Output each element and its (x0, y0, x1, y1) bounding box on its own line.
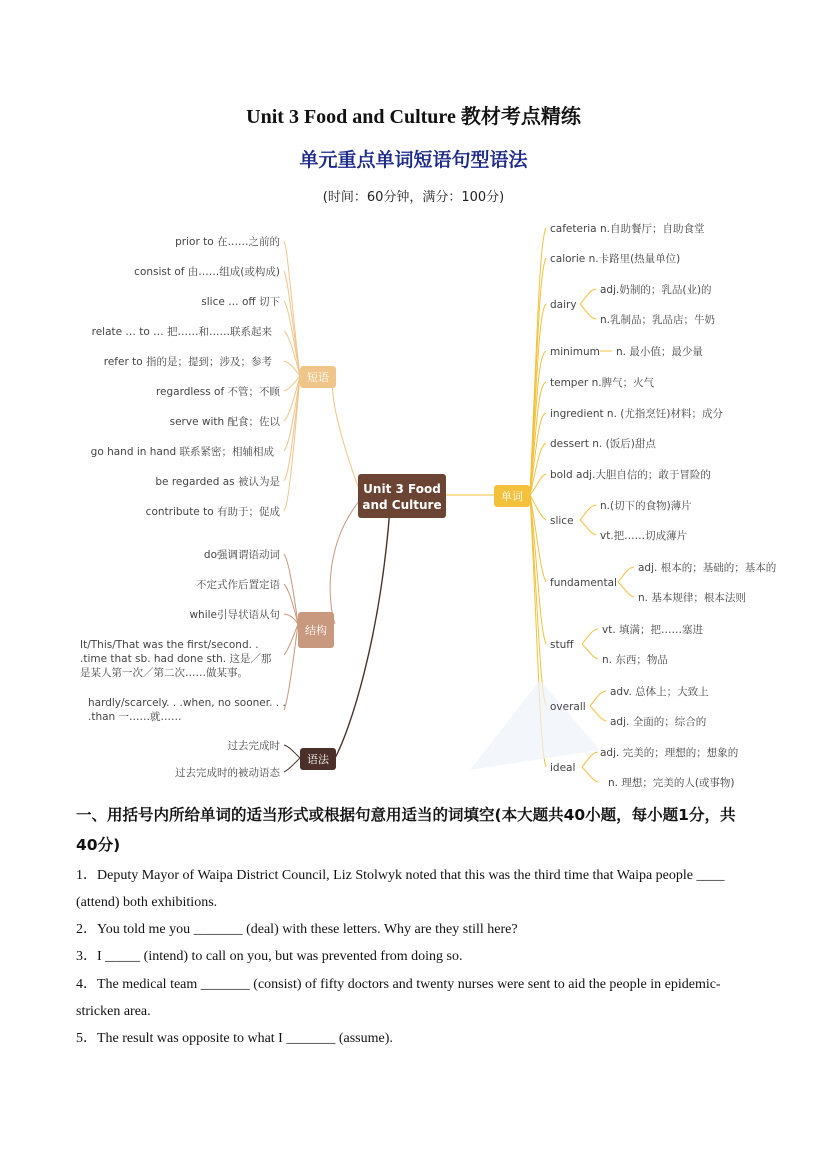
word-slice-vt: vt.把……切成薄片 (600, 530, 688, 542)
structure-item: while引导状语从句 (189, 609, 280, 621)
word-stuff: stuff (550, 639, 574, 651)
question-5: 5．The result was opposite to what I _______ (assume). (76, 1031, 393, 1046)
center-node-line-2: and Culture (362, 498, 442, 512)
word-temper: temper n.脾气；火气 (550, 377, 655, 389)
word-ingredient: ingredient n. (尤指烹饪)材料；成分 (550, 408, 723, 420)
mind-map-connectors (284, 228, 634, 782)
word-overall: overall (550, 701, 586, 713)
word-stuff-vt: vt. 填满；把……塞进 (602, 624, 704, 636)
structure-item: .time that sb. had done sth. 这是／那 (80, 653, 272, 665)
word-minimum: minimum (550, 346, 600, 358)
question-2: 2．You told me you _______ (deal) with these letters. Why are they still here? (76, 922, 518, 937)
time-info: (时间：60分钟，满分：100分) (322, 190, 505, 205)
structure-item: 是某人第一次／第二次……做某事。 (80, 667, 248, 679)
page-title: Unit 3 Food and Culture 教材考点精练 (246, 106, 581, 128)
structure-item: hardly/scarcely. . .when, no sooner. . . (88, 697, 286, 709)
phrase-item: serve with 配食；佐以 (169, 416, 280, 428)
phrase-item: prior to 在……之前的 (175, 236, 280, 248)
structure-node-label: 结构 (305, 624, 327, 637)
watermark-shape (470, 680, 600, 770)
phrase-item: contribute to 有助于；促成 (145, 506, 280, 518)
grammar-item: 过去完成时的被动语态 (175, 767, 280, 779)
phrase-item: refer to 指的是；提到；涉及；参考 (103, 356, 272, 368)
word-fundamental-adj: adj. 根本的；基础的；基本的 (638, 562, 777, 574)
center-node-line-1: Unit 3 Food (363, 482, 441, 496)
page-subtitle: 单元重点单词短语句型语法 (299, 149, 528, 171)
words-node-label: 单词 (501, 490, 523, 503)
structure-item: .than 一……就…… (88, 711, 182, 723)
phrase-item: consist of 由……组成(或构成) (134, 266, 280, 278)
phrase-item: regardless of 不管；不顾 (155, 386, 280, 398)
word-ideal-n: n. 理想；完美的人(或事物) (608, 777, 735, 789)
mind-map (0, 210, 827, 800)
word-dairy: dairy (550, 299, 577, 311)
word-cafeteria: cafeteria n.自助餐厅；自助食堂 (550, 223, 705, 235)
word-fundamental-n: n. 基本规律；根本法则 (638, 592, 746, 604)
phrase-item: go hand in hand 联系紧密；相辅相成 (90, 446, 274, 458)
word-overall-adv: adv. 总体上；大致上 (610, 686, 709, 698)
word-stuff-n: n. 东西；物品 (602, 654, 668, 666)
phrase-item: be regarded as 被认为是 (155, 476, 280, 488)
structure-item: 不定式作后置定语 (196, 579, 280, 591)
section-heading: 一、用括号内所给单词的适当形式或根据句意用适当的词填空(本大题共40小题，每小题1分，共40分) (76, 806, 736, 854)
word-ideal: ideal (550, 762, 576, 774)
phrase-item: relate … to … 把……和……联系起来 (91, 326, 272, 338)
question-1: 1．Deputy Mayor of Waipa District Council, Liz Stolwyk noted that this was the third time that Waipa people ____ (attend) both exhibitions. (76, 868, 725, 910)
word-dairy-adj: adj.奶制的；乳品(业)的 (600, 284, 712, 296)
word-fundamental: fundamental (550, 577, 617, 589)
phrases-node-label: 短语 (307, 371, 329, 384)
structure-item: do强调谓语动词 (203, 549, 280, 561)
word-overall-adj: adj. 全面的；综合的 (610, 716, 707, 728)
grammar-node-label: 语法 (307, 753, 329, 766)
word-dairy-n: n.乳制品；乳品店；牛奶 (600, 314, 715, 326)
question-3: 3．I _____ (intend) to call on you, but was prevented from doing so. (76, 949, 463, 964)
word-calorie: calorie n.卡路里(热量单位) (550, 253, 681, 265)
word-bold: bold adj.大胆自信的；敢于冒险的 (550, 469, 711, 481)
word-ideal-adj: adj. 完美的；理想的；想象的 (600, 747, 739, 759)
word-slice: slice (550, 515, 574, 527)
word-minimum-def: n. 最小值；最少量 (616, 346, 703, 358)
phrase-item: slice … off 切下 (201, 296, 280, 308)
word-slice-n: n.(切下的食物)薄片 (600, 500, 692, 512)
grammar-item: 过去完成时 (227, 740, 280, 752)
word-dessert: dessert n. (饭后)甜点 (550, 438, 656, 450)
structure-item: It/This/That was the first/second. . (80, 639, 259, 651)
question-4: 4．The medical team _______ (consist) of fifty doctors and twenty nurses were sent to aid the people in epidemic-stricken area. (76, 977, 721, 1019)
